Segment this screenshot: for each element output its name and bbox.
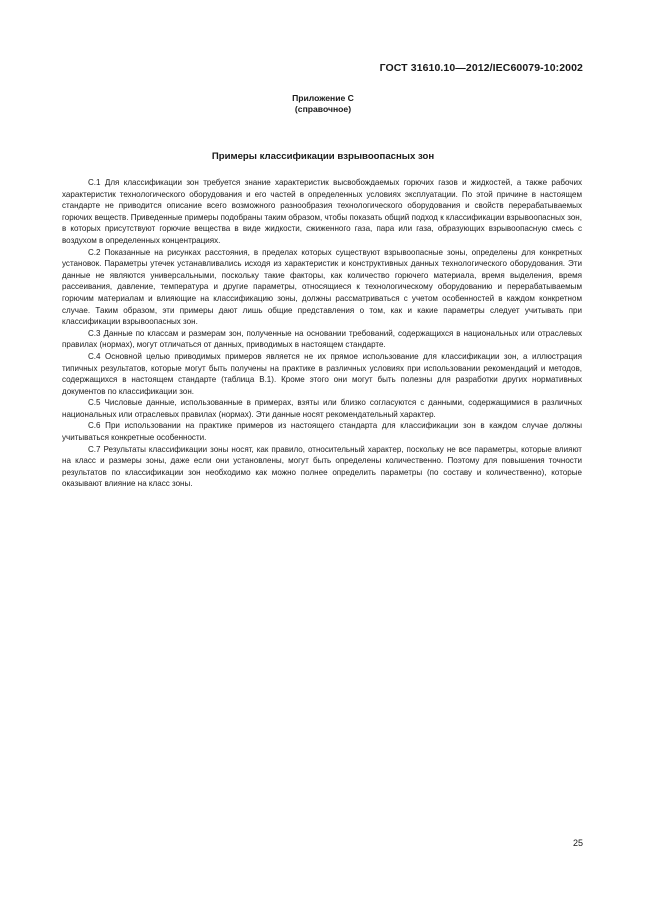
paragraph-c5: С.5 Числовые данные, использованные в примерах, взяты или близко согласуются с данными, содержащимися в различных национальных или отраслевых правилах (нормах). Эти данные носят рекомендательный характер. (62, 398, 582, 419)
appendix-subtitle: (справочное) (294, 104, 352, 114)
paragraph-c4: С.4 Основной целью приводимых примеров является не их прямое использование для классификации зон, а иллюстрация типичных результатов, которые могут быть получены на практике в различных условиях при использовании рекомендаций и методов, содержащихся в настоящем стандарте (таблица В.1). Кроме этого они могут быть полезны для разработки других нормативных документов по классификации зон. (62, 351, 582, 396)
paragraph-c3: С.3 Данные по классам и размерам зон, полученные на основании требований, содержащихся в национальных или отраслевых правилах (нормах), могут отличаться от данных, приводимых в настоящем стандарте. (62, 328, 582, 350)
page-number: 25 (572, 838, 583, 848)
appendix-heading (0, 93, 646, 115)
document-id: ГОСТ 31610.10—2012/IEC60079-10:2002 (379, 62, 583, 74)
body-text (62, 177, 582, 490)
paragraph-c1: С.1 Для классификации зон требуется знание характеристик высвобождаемых горючих газов и жидкостей, а также рабочих характеристик технологического оборудования и его частей в определенных условиях эксплуатации. По этой причине в настоящем стандарте не приводится описание всего возможного разнообразия технологического оборудования и свойств перерабатываемых горючих веществ. Приведенные примеры подобраны таким образом, чтобы показать общий подход к классификации взрывоопасных зон, в которых присутствуют горючие вещества в виде жидкости, сжиженного газа, пара или газа, образующих взрывоопасную смесь с воздухом в определенных концентрациях. (62, 178, 582, 245)
paragraph-c7: С.7 Результаты классификации зоны носят, как правило, относительный характер, поскольку не все параметры, которые влияют на класс и размеры зоны, даже если они установлены, могут быть определены количественно. Поэтому для повышения точности результатов по классификации зон необходимо как можно полнее определить параметры (по составу и количественно), которые оказывают влияние на класс зоны. (62, 444, 582, 489)
section-title: Примеры классификации взрывоопасных зон (211, 151, 435, 162)
paragraph-c2: С.2 Показанные на рисунках расстояния, в пределах которых существуют взрывоопасные зоны, определены для конкретных установок. Параметры утечек устанавливались исходя из характеристик и конструктивных данных технологического оборудования. Эти данные не являются универсальными, поскольку такие факторы, как количество горючего материала, время выделения, время рассеивания, давление, температура и другие параметры, относящиеся к технологическому оборудованию и перерабатываемым горючим материалам и влияющие на классификацию зоны, должны рассматриваться с учетом особенностей в каждом конкретном случае. Таким образом, эти примеры дают лишь общие представления о том, как и какие параметры следует учитывать при классификации взрывоопасных зон. (62, 247, 582, 327)
paragraph-c6: С.6 При использовании на практике примеров из настоящего стандарта для классификации зон в каждом случае должны учитываться конкретные особенности. (62, 421, 582, 443)
appendix-title: Приложение С (292, 93, 354, 103)
